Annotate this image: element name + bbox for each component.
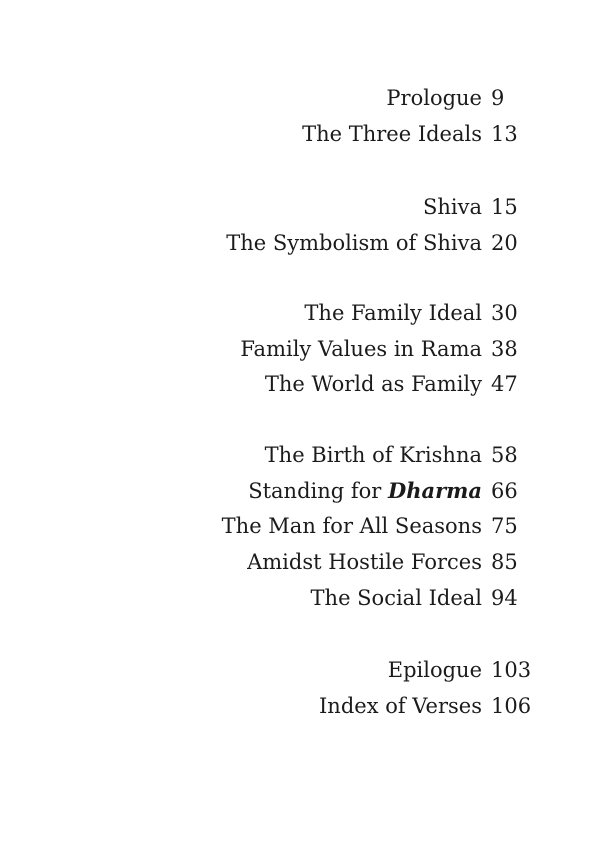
toc-entry-title: The World as Family — [264, 372, 482, 396]
toc-entry-page: 85 — [491, 550, 518, 574]
toc-entry-shiva — [0, 190, 600, 224]
toc-entry-title: Prologue — [386, 86, 482, 110]
toc-entry-world-as-family — [0, 367, 600, 401]
toc-entry-title: Shiva — [422, 195, 482, 219]
toc-entry-title-prefix: Standing for — [248, 479, 389, 503]
toc-entry-page: 94 — [491, 586, 518, 610]
toc-entry-page: 106 — [491, 694, 532, 718]
toc-entry-page: 30 — [491, 301, 518, 325]
toc-entry-index-of-verses — [0, 689, 600, 723]
toc-entry-title: The Birth of Krishna — [264, 443, 482, 467]
toc-entry-page: 66 — [491, 479, 518, 503]
toc-entry-title: The Social Ideal — [310, 586, 482, 610]
toc-entry-title: The Man for All Seasons — [221, 514, 482, 538]
toc-entry-page: 47 — [491, 372, 518, 396]
toc-entry-standing-for-dharma — [0, 474, 600, 508]
toc-entry-title: Family Values in Rama — [240, 337, 482, 361]
toc-entry-title-emphasis: Dharma — [388, 478, 482, 503]
toc-entry-prologue — [0, 81, 600, 115]
toc-entry-title: The Three Ideals — [302, 122, 482, 146]
toc-entry-title — [248, 474, 482, 508]
toc-entry-title: Index of Verses — [319, 694, 482, 718]
toc-entry-page: 20 — [491, 231, 518, 255]
toc-entry-page: 15 — [491, 195, 518, 219]
toc-entry-symbolism-of-shiva — [0, 226, 600, 260]
toc-entry-page: 75 — [491, 514, 518, 538]
toc-entry-amidst-hostile-forces — [0, 545, 600, 579]
toc-entry-page: 13 — [491, 122, 518, 146]
toc-entry-title: The Family Ideal — [304, 301, 482, 325]
toc-entry-birth-of-krishna — [0, 438, 600, 472]
toc-entry-epilogue — [0, 653, 600, 687]
toc-entry-title: Amidst Hostile Forces — [247, 550, 482, 574]
toc-entry-page: 9 — [491, 86, 505, 110]
toc-entry-page: 58 — [491, 443, 518, 467]
toc-entry-title: The Symbolism of Shiva — [226, 231, 482, 255]
toc-entry-social-ideal — [0, 581, 600, 615]
toc-entry-man-for-all-seasons — [0, 509, 600, 543]
toc-entry-page: 38 — [491, 337, 518, 361]
toc-entry-three-ideals — [0, 117, 600, 151]
toc-entry-page: 103 — [491, 658, 532, 682]
toc-entry-title: Epilogue — [387, 658, 482, 682]
toc-entry-family-values-in-rama — [0, 332, 600, 366]
toc-entry-family-ideal — [0, 296, 600, 330]
